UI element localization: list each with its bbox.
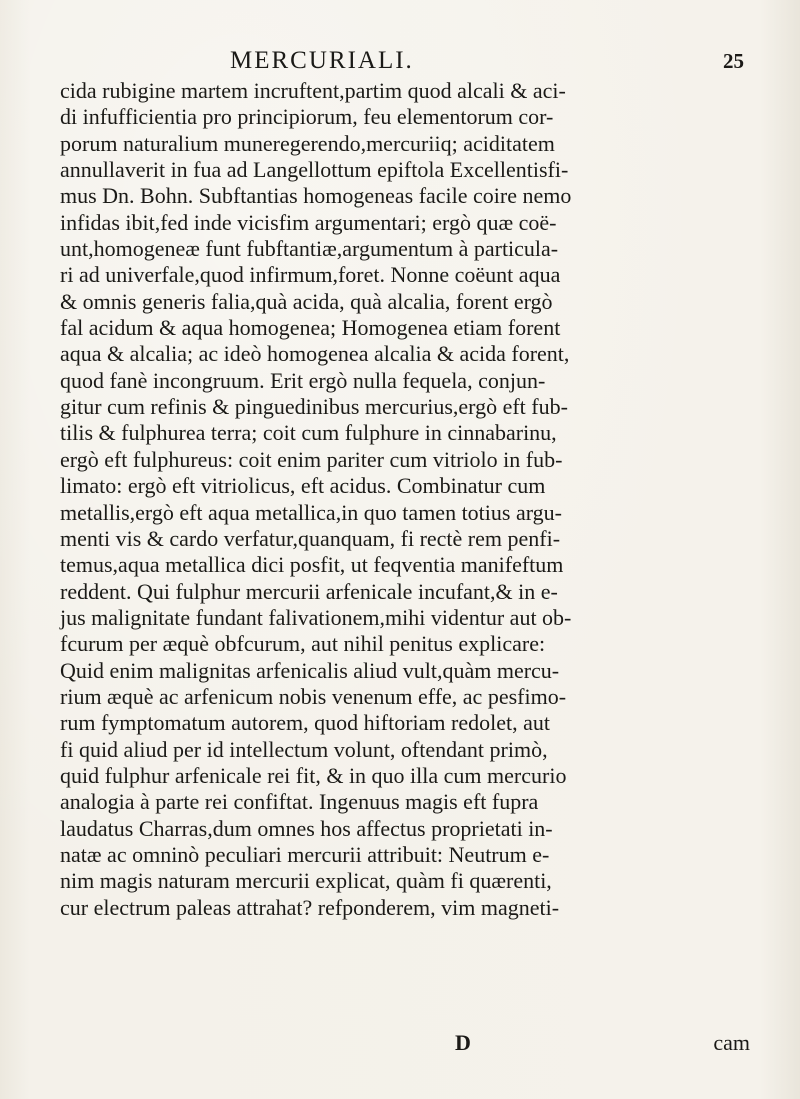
text-line: ri ad univerfale,quod infirmum,foret. Nonne coëunt aqua [60,262,561,288]
text-line: infidas ibit,fed inde vicisfim argumentari; ergò quæ coë- [60,209,557,235]
text-line: unt,homogeneæ funt fubftantiæ,argumentum à particula- [60,236,559,262]
page-header [60,47,760,81]
text-line: mus Dn. Bohn. Subftantias homogeneas facile coire nemo [60,183,572,209]
catchword: cam [713,1030,750,1055]
text-line: fcurum per æquè obfcurum, aut nihil penitus explicare: [60,631,546,657]
running-head: MERCURIALI. [230,47,414,74]
text-line: nim magis naturam mercurii explicat, quàm fi quærenti, [60,868,552,894]
page-number: 25 [723,49,744,73]
text-line: fi quid aliud per id intellectum volunt, oftendant primò, [60,736,548,762]
text-line: di infufficientia pro principiorum, feu elementorum cor- [60,104,554,130]
body-text [60,78,760,921]
text-line: gitur cum refinis & pinguedinibus mercurius,ergò eft fub- [60,394,568,420]
text-line: jus malignitate fundant falivationem,mihi videntur aut ob- [60,604,572,630]
signature-mark: D [455,1030,471,1055]
text-line: temus,aqua metallica dici posfit, ut feqventia manifeftum [60,552,564,578]
text-line: aqua & alcalia; ac ideò homogenea alcalia & acida forent, [60,341,570,367]
text-line: porum naturalium muneregerendo,mercuriiq; aciditatem [60,130,555,156]
text-line: natæ ac omninò peculiari mercurii attribuit: Neutrum e- [60,841,550,867]
text-line: metallis,ergò eft aqua metallica,in quo tamen totius argu- [60,499,562,525]
text-line: limato: ergò eft vitriolicus, eft acidus. Combinatur cum [60,473,546,499]
text-line: ergò eft fulphureus: coit enim pariter cum vitriolo in fub- [60,446,563,472]
text-line: annullaverit in fua ad Langellottum epiftola Excellentisfi- [60,157,569,183]
text-line: Quid enim malignitas arfenicalis aliud vult,quàm mercu- [60,657,560,683]
text-line: fal acidum & aqua homogenea; Homogenea etiam forent [60,315,561,341]
text-line: laudatus Charras,dum omnes hos affectus proprietati in- [60,815,553,841]
text-line: analogia à parte rei confiftat. Ingenuus magis eft fupra [60,789,539,815]
text-line: reddent. Qui fulphur mercurii arfenicale incufant,& in e- [60,578,558,604]
text-line: menti vis & cardo verfatur,quanquam, fi rectè rem penfi- [60,525,561,551]
text-line: rium æquè ac arfenicum nobis venenum effe, ac pesfimo- [60,683,567,709]
text-line: quod fanè incongruum. Erit ergò nulla fequela, conjun- [60,367,546,393]
page-footer [60,1030,760,1060]
text-line: quid fulphur arfenicale rei fit, & in quo illa cum mercurio [60,762,567,788]
text-line: & omnis generis falia,quà acida, quà alcalia, forent ergò [60,288,553,314]
text-line: rum fymptomatum autorem, quod hiftoriam redolet, aut [60,710,550,736]
text-line: cida rubigine martem incruftent,partim quod alcali & aci- [60,78,566,103]
text-line: tilis & fulphurea terra; coit cum fulphure in cinnabarinu, [60,420,557,446]
text-line: cur electrum paleas attrahat? refponderem, vim magneti- [60,894,560,920]
